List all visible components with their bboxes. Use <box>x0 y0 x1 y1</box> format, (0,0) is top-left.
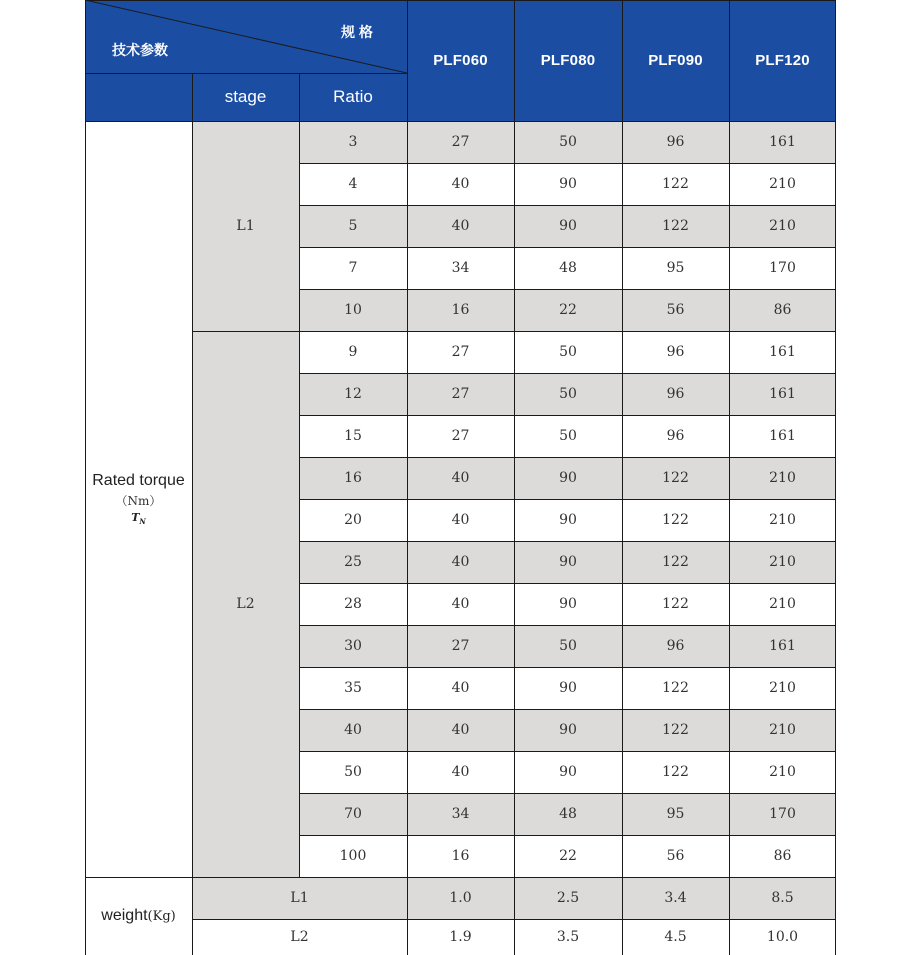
rated-torque-label <box>85 121 192 877</box>
torque-value-cell: 90 <box>514 163 622 205</box>
grid-line <box>299 583 836 584</box>
torque-value-cell: 90 <box>514 667 622 709</box>
torque-value-cell: 40 <box>407 541 514 583</box>
torque-value-cell: 90 <box>514 205 622 247</box>
grid-line <box>622 0 623 121</box>
torque-value-cell: 50 <box>514 415 622 457</box>
torque-value-cell: 161 <box>729 121 836 163</box>
grid-line <box>299 499 836 500</box>
grid-line <box>299 373 836 374</box>
grid-line <box>299 415 836 416</box>
torque-value-cell: 210 <box>729 205 836 247</box>
header-ratio: Ratio <box>299 73 407 121</box>
torque-value-cell: 27 <box>407 625 514 667</box>
torque-value-cell: 50 <box>514 625 622 667</box>
torque-value-cell: 210 <box>729 751 836 793</box>
grid-line <box>85 0 86 955</box>
torque-value-cell: 90 <box>514 541 622 583</box>
ratio-cell: 35 <box>299 667 407 709</box>
weight-value-cell: 3.4 <box>622 877 729 919</box>
weight-value-cell: 2.5 <box>514 877 622 919</box>
grid-line <box>85 877 836 878</box>
grid-line <box>299 289 836 290</box>
torque-value-cell: 122 <box>622 205 729 247</box>
torque-value-cell: 210 <box>729 583 836 625</box>
grid-line <box>299 709 836 710</box>
spec-table <box>85 0 836 955</box>
torque-value-cell: 90 <box>514 709 622 751</box>
torque-value-cell: 161 <box>729 331 836 373</box>
grid-line <box>192 919 836 920</box>
torque-value-cell: 96 <box>622 415 729 457</box>
torque-value-cell: 86 <box>729 289 836 331</box>
grid-line <box>299 667 836 668</box>
torque-value-cell: 170 <box>729 247 836 289</box>
header-model-plf060: PLF060 <box>407 0 514 121</box>
ratio-cell: 10 <box>299 289 407 331</box>
torque-value-cell: 96 <box>622 373 729 415</box>
ratio-cell: 28 <box>299 583 407 625</box>
torque-value-cell: 210 <box>729 457 836 499</box>
weight-value-cell: 1.0 <box>407 877 514 919</box>
rated-torque-symbol: $T_N$ <box>131 510 146 527</box>
grid-line <box>299 541 836 542</box>
header-model-plf120: PLF120 <box>729 0 836 121</box>
torque-value-cell: 50 <box>514 121 622 163</box>
weight-value-cell: 10.0 <box>729 919 836 955</box>
torque-value-cell: 56 <box>622 835 729 877</box>
torque-value-cell: 210 <box>729 499 836 541</box>
ratio-cell: 50 <box>299 751 407 793</box>
torque-value-cell: 48 <box>514 793 622 835</box>
torque-value-cell: 210 <box>729 709 836 751</box>
ratio-cell: 4 <box>299 163 407 205</box>
weight-value-cell: 3.5 <box>514 919 622 955</box>
weight-stage-l2: L2 <box>192 919 407 955</box>
torque-value-cell: 40 <box>407 205 514 247</box>
grid-line <box>192 73 193 121</box>
torque-value-cell: 122 <box>622 541 729 583</box>
torque-value-cell: 122 <box>622 499 729 541</box>
torque-value-cell: 48 <box>514 247 622 289</box>
torque-value-cell: 90 <box>514 457 622 499</box>
ratio-cell: 20 <box>299 499 407 541</box>
torque-value-cell: 34 <box>407 247 514 289</box>
grid-line <box>85 73 407 74</box>
torque-value-cell: 122 <box>622 583 729 625</box>
torque-value-cell: 170 <box>729 793 836 835</box>
torque-value-cell: 50 <box>514 331 622 373</box>
torque-value-cell: 40 <box>407 583 514 625</box>
ratio-cell: 3 <box>299 121 407 163</box>
torque-value-cell: 96 <box>622 331 729 373</box>
ratio-cell: 70 <box>299 793 407 835</box>
torque-value-cell: 27 <box>407 373 514 415</box>
torque-value-cell: 122 <box>622 163 729 205</box>
grid-line <box>192 331 299 332</box>
grid-line <box>729 0 730 121</box>
ratio-cell: 15 <box>299 415 407 457</box>
grid-line <box>299 835 836 836</box>
header-params-label: 技术参数 <box>112 42 168 58</box>
header-model-plf080: PLF080 <box>514 0 622 121</box>
torque-value-cell: 50 <box>514 373 622 415</box>
ratio-cell: 100 <box>299 835 407 877</box>
ratio-cell: 16 <box>299 457 407 499</box>
torque-value-cell: 95 <box>622 247 729 289</box>
torque-value-cell: 210 <box>729 163 836 205</box>
grid-line <box>85 0 836 1</box>
torque-value-cell: 95 <box>622 793 729 835</box>
torque-value-cell: 210 <box>729 541 836 583</box>
ratio-cell: 40 <box>299 709 407 751</box>
stage-l2-cell: L2 <box>192 331 299 877</box>
weight-label: weight (Kg) <box>85 877 192 955</box>
torque-value-cell: 86 <box>729 835 836 877</box>
grid-line <box>835 0 836 955</box>
header-spec-label: 规 格 <box>341 24 373 40</box>
torque-value-cell: 34 <box>407 793 514 835</box>
torque-value-cell: 210 <box>729 667 836 709</box>
torque-value-cell: 40 <box>407 709 514 751</box>
grid-line <box>299 625 836 626</box>
torque-value-cell: 122 <box>622 667 729 709</box>
torque-value-cell: 40 <box>407 667 514 709</box>
grid-line <box>299 247 836 248</box>
ratio-cell: 25 <box>299 541 407 583</box>
ratio-cell: 12 <box>299 373 407 415</box>
weight-stage-l1: L1 <box>192 877 407 919</box>
ratio-cell: 5 <box>299 205 407 247</box>
torque-value-cell: 90 <box>514 583 622 625</box>
torque-value-cell: 56 <box>622 289 729 331</box>
weight-value-cell: 8.5 <box>729 877 836 919</box>
torque-value-cell: 161 <box>729 625 836 667</box>
header-stage: stage <box>192 73 299 121</box>
rated-torque-unit: （Nm） <box>115 493 162 508</box>
torque-value-cell: 122 <box>622 709 729 751</box>
header-model-plf090: PLF090 <box>622 0 729 121</box>
ratio-cell: 30 <box>299 625 407 667</box>
torque-value-cell: 122 <box>622 457 729 499</box>
grid-line <box>514 0 515 121</box>
stage-l1-cell: L1 <box>192 121 299 331</box>
header-corner <box>85 0 407 73</box>
torque-value-cell: 22 <box>514 835 622 877</box>
torque-value-cell: 16 <box>407 289 514 331</box>
grid-line <box>299 163 836 164</box>
torque-value-cell: 40 <box>407 163 514 205</box>
torque-value-cell: 40 <box>407 751 514 793</box>
grid-line <box>85 121 836 122</box>
torque-value-cell: 16 <box>407 835 514 877</box>
grid-line <box>299 73 300 121</box>
torque-value-cell: 40 <box>407 457 514 499</box>
ratio-cell: 7 <box>299 247 407 289</box>
torque-value-cell: 40 <box>407 499 514 541</box>
grid-line <box>192 121 193 955</box>
grid-line <box>299 793 836 794</box>
torque-value-cell: 90 <box>514 499 622 541</box>
torque-value-cell: 96 <box>622 121 729 163</box>
torque-value-cell: 96 <box>622 625 729 667</box>
grid-line <box>407 0 408 121</box>
torque-value-cell: 22 <box>514 289 622 331</box>
header-stage-spacer <box>85 73 192 121</box>
torque-value-cell: 90 <box>514 751 622 793</box>
torque-value-cell: 27 <box>407 415 514 457</box>
weight-value-cell: 1.9 <box>407 919 514 955</box>
weight-value-cell: 4.5 <box>622 919 729 955</box>
rated-torque-title: Rated torque <box>92 471 185 489</box>
grid-line <box>299 205 836 206</box>
ratio-cell: 9 <box>299 331 407 373</box>
grid-line <box>299 331 836 332</box>
torque-value-cell: 161 <box>729 415 836 457</box>
torque-value-cell: 27 <box>407 331 514 373</box>
torque-value-cell: 161 <box>729 373 836 415</box>
grid-line <box>299 751 836 752</box>
torque-value-cell: 27 <box>407 121 514 163</box>
torque-value-cell: 122 <box>622 751 729 793</box>
grid-line <box>299 457 836 458</box>
